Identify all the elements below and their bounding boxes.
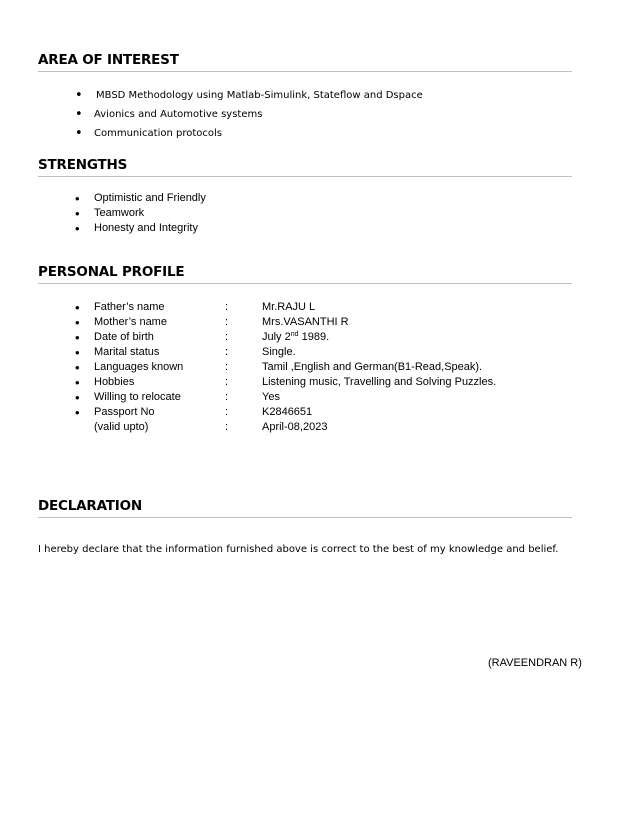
profile-label: (valid upto)	[94, 421, 149, 433]
profile-value: July 2nd 1989.	[262, 331, 330, 343]
profile-separator: :	[225, 301, 229, 313]
bullet: •	[75, 390, 80, 405]
profile-value: Mr.RAJU L	[262, 301, 316, 313]
list-item: • Avionics and Automotive systems	[38, 105, 572, 124]
section-heading-strengths: STRENGTHS	[38, 157, 572, 177]
profile-row-fathers-name	[38, 300, 572, 315]
list-item: • Teamwork	[38, 206, 572, 221]
bullet: •	[75, 300, 80, 315]
area-of-interest-section	[38, 52, 572, 143]
section-heading-declaration: DECLARATION	[38, 498, 572, 518]
declaration-text: I hereby declare that the information furnished above is correct to the best of my knowledge and belief.	[38, 544, 559, 555]
profile-label: Date of birth	[94, 331, 154, 343]
section-heading-personal-profile: PERSONAL PROFILE	[38, 264, 572, 284]
profile-row-willing-to-relocate	[38, 390, 572, 405]
profile-separator: :	[225, 376, 229, 388]
profile-label: Hobbies	[94, 376, 135, 388]
profile-label: Father’s name	[94, 301, 165, 313]
bullet: •	[75, 330, 80, 345]
bullet: •	[75, 360, 80, 375]
profile-value: Mrs.VASANTHI R	[262, 316, 349, 328]
profile-row-mothers-name	[38, 315, 572, 330]
profile-row-marital-status	[38, 345, 572, 360]
profile-separator: :	[225, 316, 229, 328]
profile-separator: :	[225, 406, 229, 418]
profile-separator: :	[225, 361, 229, 373]
profile-separator: :	[225, 346, 229, 358]
strengths-list	[38, 191, 572, 236]
profile-value: Single.	[262, 346, 296, 358]
profile-row-passport-no	[38, 405, 572, 420]
declaration-section	[38, 498, 572, 518]
area-of-interest-list	[38, 86, 572, 143]
list-item: • MBSD Methodology using Matlab-Simulink, Stateflow and Dspace	[38, 86, 572, 105]
profile-label: Willing to relocate	[94, 391, 181, 403]
strengths-section	[38, 157, 572, 236]
profile-row-languages-known	[38, 360, 572, 375]
profile-value: Listening music, Travelling and Solving Puzzles.	[262, 376, 497, 388]
list-item: • Communication protocols	[38, 124, 572, 143]
list-item: • Honesty and Integrity	[38, 221, 572, 236]
profile-row-date-of-birth	[38, 330, 572, 345]
profile-value: Tamil ,English and German(B1-Read,Speak).	[262, 361, 483, 373]
profile-separator: :	[225, 421, 229, 433]
profile-label: Passport No	[94, 406, 155, 418]
profile-row-valid-upto	[38, 420, 572, 435]
bullet: •	[75, 405, 80, 420]
bullet: •	[75, 315, 80, 330]
profile-label: Mother’s name	[94, 316, 167, 328]
profile-value: K2846651	[262, 406, 313, 418]
profile-label: Languages known	[94, 361, 184, 373]
profile-label: Marital status	[94, 346, 160, 358]
personal-profile-section	[38, 264, 572, 435]
section-heading-area-of-interest: AREA OF INTEREST	[38, 52, 572, 72]
personal-profile-table	[38, 300, 572, 435]
profile-row-hobbies	[38, 375, 572, 390]
profile-separator: :	[225, 391, 229, 403]
bullet: •	[75, 345, 80, 360]
profile-value: Yes	[262, 391, 280, 403]
bullet: •	[75, 375, 80, 390]
list-item: • Optimistic and Friendly	[38, 191, 572, 206]
profile-separator: :	[225, 331, 229, 343]
signature-name: (RAVEENDRAN R)	[488, 657, 582, 669]
profile-value: April-08,2023	[262, 421, 328, 433]
